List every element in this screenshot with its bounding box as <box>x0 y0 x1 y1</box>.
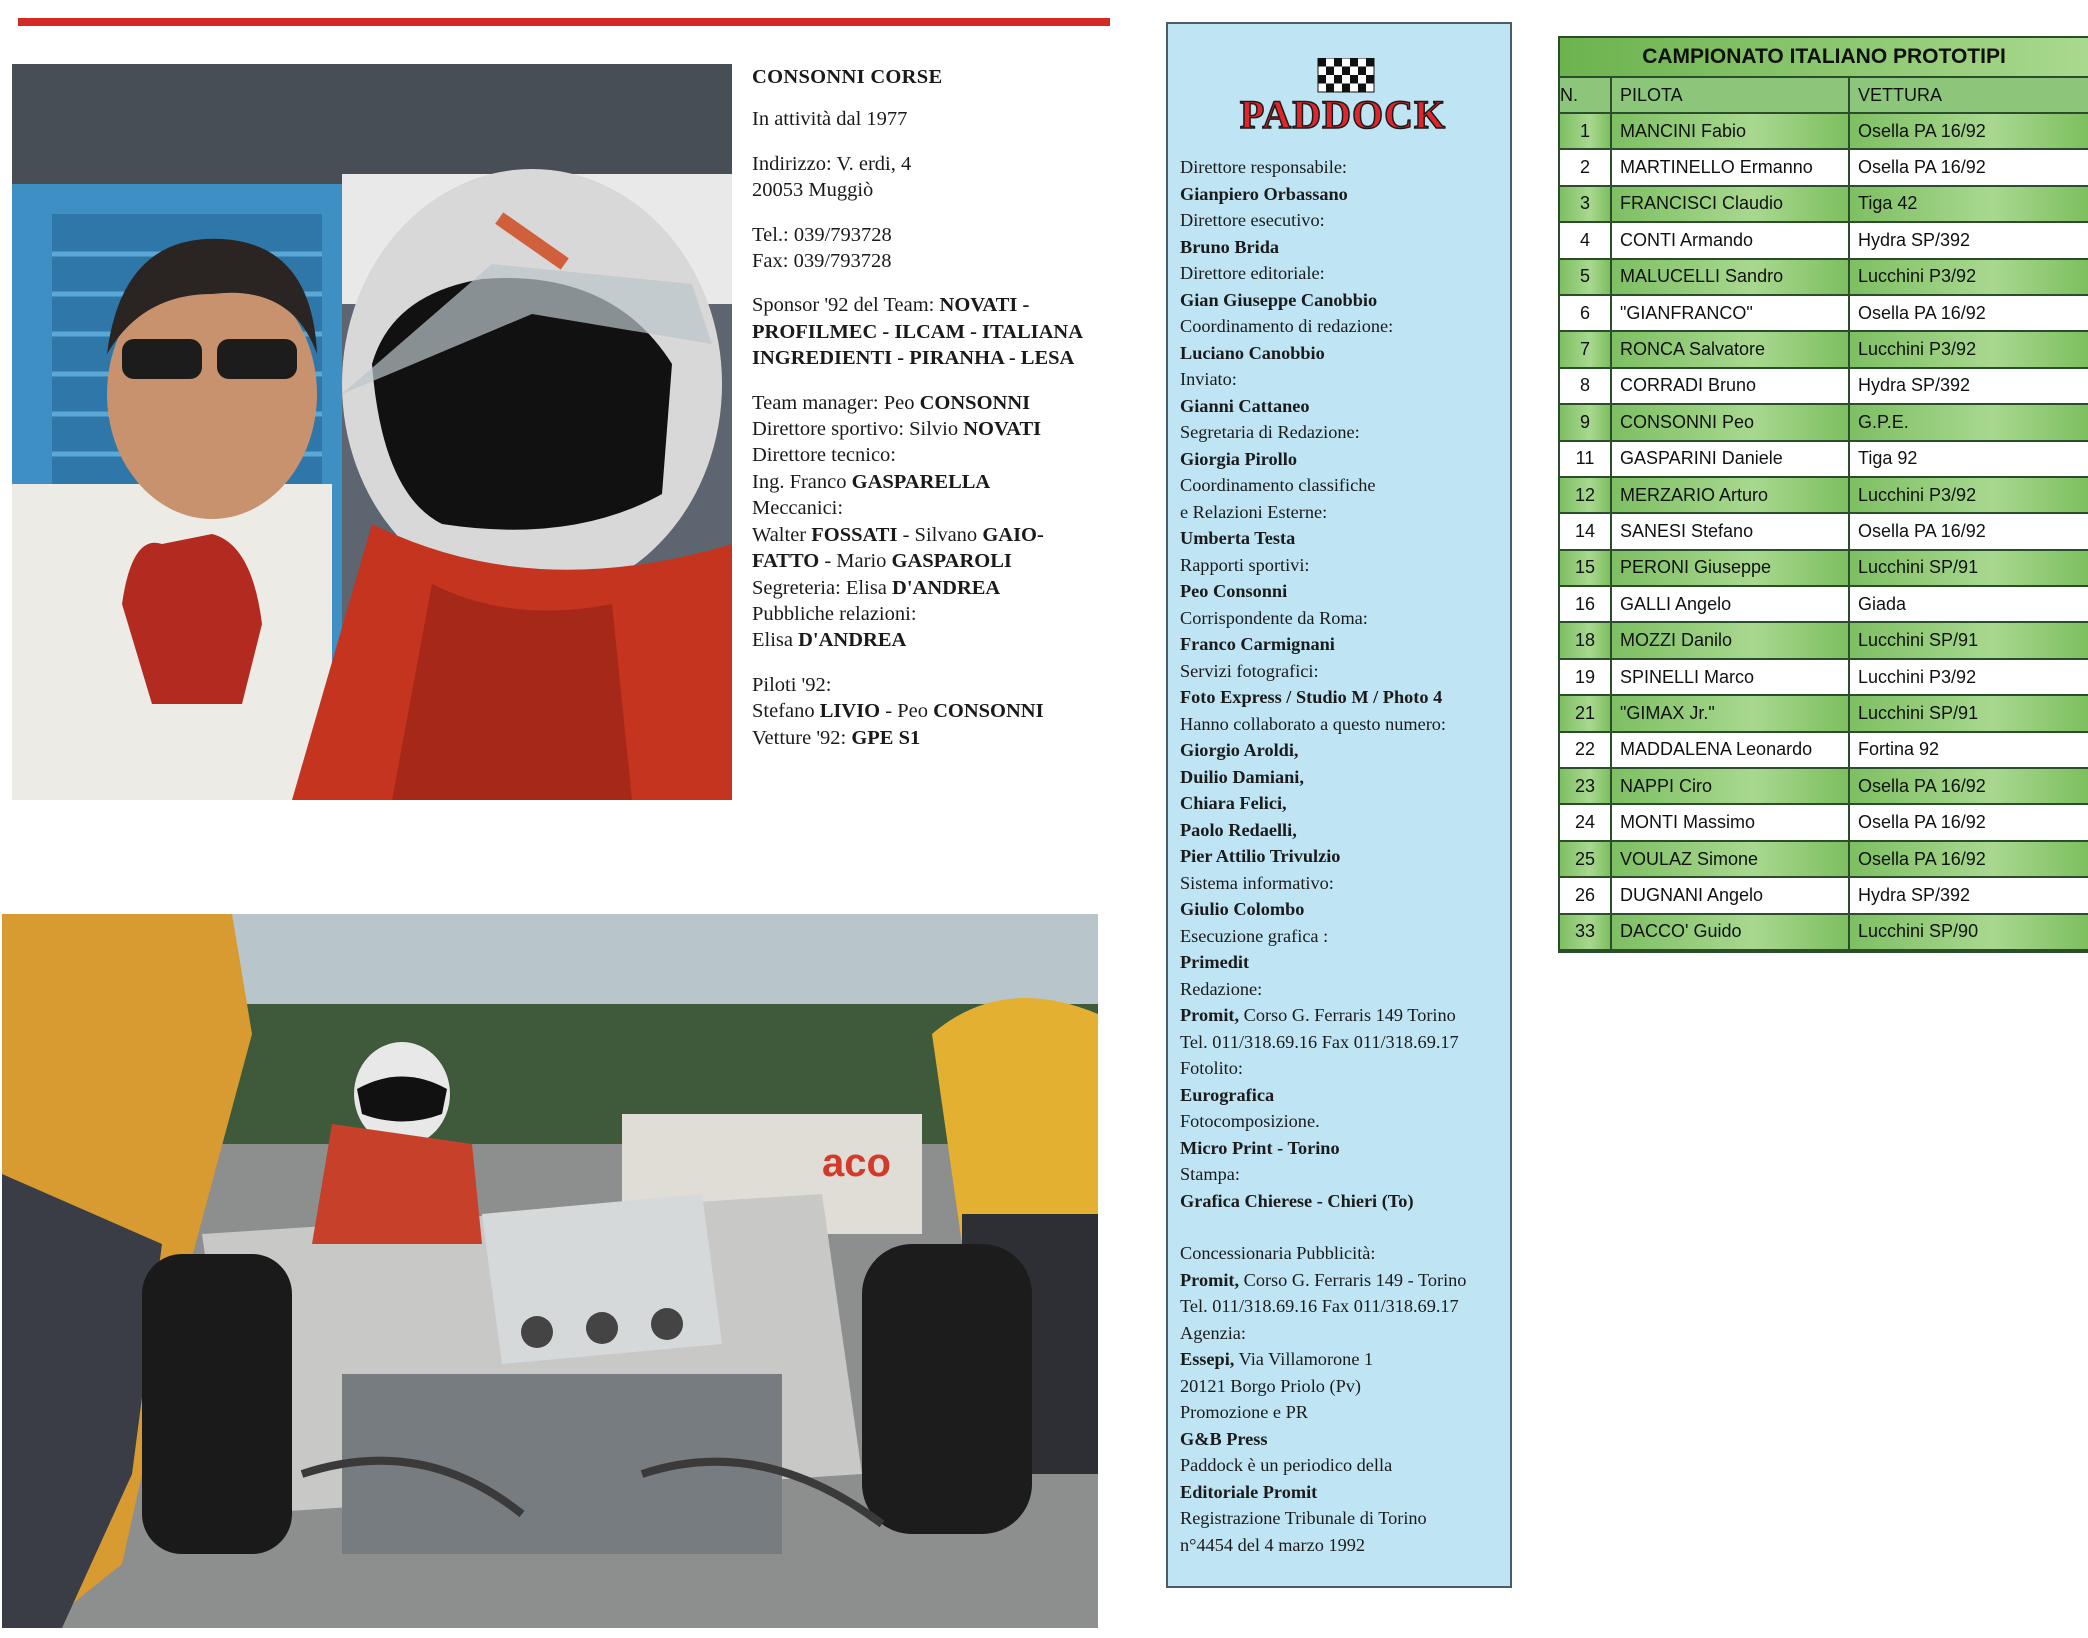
mechanics-line-2 <box>752 548 1110 574</box>
cell-number: 18 <box>1560 622 1611 658</box>
masthead-line: Fotocomposizione. <box>1180 1111 1320 1131</box>
drivers-label: Piloti '92: <box>752 673 832 696</box>
sport-director-label: Direttore sportivo: Silvio <box>752 418 959 441</box>
table-row <box>1560 768 2088 804</box>
sport-director <box>752 416 1110 442</box>
pr-label: Pubbliche relazioni: <box>752 602 917 625</box>
cell-driver: GALLI Angelo <box>1611 586 1849 622</box>
masthead-line: 20121 Borgo Priolo (Pv) <box>1180 1375 1361 1396</box>
sponsor-names-b: PROFILMEC - ILCAM - ITALIANA <box>752 320 1084 343</box>
masthead-line: n°4454 del 4 marzo 1992 <box>1180 1534 1366 1555</box>
cell-number: 23 <box>1560 768 1611 804</box>
masthead-line: Chiara Felici, <box>1180 793 1287 813</box>
cell-driver: PERONI Giuseppe <box>1611 550 1849 586</box>
masthead-line: Coordinamento classifiche <box>1180 475 1376 495</box>
cell-car: Hydra SP/392 <box>1849 877 2088 913</box>
cell-driver: RONCA Salvatore <box>1611 331 1849 367</box>
secretary-name: D'ANDREA <box>892 576 1001 599</box>
cell-car: Lucchini SP/91 <box>1849 622 2088 658</box>
cell-number: 7 <box>1560 331 1611 367</box>
masthead-line: Direttore esecutivo: <box>1180 210 1325 230</box>
cars-value: GPE S1 <box>851 726 921 749</box>
masthead-line: Peo Consonni <box>1180 581 1288 601</box>
cell-driver: DACCO' Guido <box>1611 914 1849 950</box>
masthead-line: Luciano Canobbio <box>1180 342 1325 363</box>
cell-driver: MERZARIO Arturo <box>1611 477 1849 513</box>
cell-number: 14 <box>1560 513 1611 549</box>
masthead-line-rest: Corso G. Ferraris 149 Torino <box>1239 1005 1456 1025</box>
cars <box>752 725 1110 751</box>
cell-driver: SANESI Stefano <box>1611 513 1849 549</box>
masthead-line <box>1180 1267 1500 1294</box>
header-driver: PILOTA <box>1611 78 1849 113</box>
table-row <box>1560 222 2088 258</box>
cell-driver: CORRADI Bruno <box>1611 368 1849 404</box>
cell-car: Tiga 42 <box>1849 186 2088 222</box>
cell-driver: NAPPI Ciro <box>1611 768 1849 804</box>
cell-number: 16 <box>1560 586 1611 622</box>
cell-car: Lucchini SP/90 <box>1849 914 2088 950</box>
technical-director-label: Direttore tecnico: <box>752 444 897 467</box>
masthead-line: Inviato: <box>1180 369 1237 389</box>
cell-number: 12 <box>1560 477 1611 513</box>
masthead-line: Primedit <box>1180 952 1250 972</box>
cell-number: 8 <box>1560 368 1611 404</box>
masthead-line: e Relazioni Esterne: <box>1180 501 1328 522</box>
masthead-line: Segretaria di Redazione: <box>1180 422 1360 442</box>
mechanic-1-last: FOSSATI <box>811 523 898 546</box>
table-row <box>1560 695 2088 731</box>
masthead-line: Direttore responsabile: <box>1180 157 1348 177</box>
masthead-line: Fotolito: <box>1180 1058 1243 1078</box>
address-line-2: 20053 Muggiò <box>752 179 874 202</box>
masthead-line: Micro Print - Torino <box>1180 1137 1340 1158</box>
cell-number: 25 <box>1560 841 1611 877</box>
table-row <box>1560 186 2088 222</box>
masthead-line-bold: Essepi, <box>1180 1349 1235 1369</box>
table-row <box>1560 804 2088 840</box>
mechanic-1-first: Walter <box>752 523 807 546</box>
cell-car: Osella PA 16/92 <box>1849 149 2088 185</box>
masthead-line: Franco Carmignani <box>1180 634 1335 654</box>
sponsor-label: Sponsor '92 del Team: <box>752 294 935 317</box>
masthead-line: Esecuzione grafica : <box>1180 925 1329 946</box>
cell-driver: GASPARINI Daniele <box>1611 441 1849 477</box>
sponsor-names-a: NOVATI - <box>939 294 1030 317</box>
cell-number: 6 <box>1560 295 1611 331</box>
header-car: VETTURA <box>1849 78 2088 113</box>
cell-car: Tiga 92 <box>1849 441 2088 477</box>
cell-car: Lucchini P3/92 <box>1849 331 2088 367</box>
cell-driver: "GIMAX Jr." <box>1611 695 1849 731</box>
masthead-line: Direttore editoriale: <box>1180 263 1325 283</box>
phone: Tel.: 039/793728 <box>752 223 892 246</box>
table-row <box>1560 295 2088 331</box>
masthead-line: Tel. 011/318.69.16 Fax 011/318.69.17 <box>1180 1296 1459 1316</box>
masthead-line: Paolo Redaelli, <box>1180 819 1297 840</box>
cell-driver: MALUCELLI Sandro <box>1611 259 1849 295</box>
technical-director-name: GASPARELLA <box>851 470 991 493</box>
secretary <box>752 575 1110 601</box>
masthead-line: Tel. 011/318.69.16 Fax 011/318.69.17 <box>1180 1031 1459 1052</box>
pr <box>752 627 1110 653</box>
sport-director-name: NOVATI <box>963 418 1042 441</box>
cell-number: 19 <box>1560 659 1611 695</box>
cell-car: Hydra SP/392 <box>1849 222 2088 258</box>
masthead-line: Hanno collaborato a questo numero: <box>1180 713 1447 734</box>
cell-driver: MONTI Massimo <box>1611 804 1849 840</box>
table-row <box>1560 622 2088 658</box>
masthead-line: Giulio Colombo <box>1180 899 1305 919</box>
masthead-line: Rapporti sportivi: <box>1180 554 1310 575</box>
driver-1-first: Stefano <box>752 700 815 723</box>
cell-number: 5 <box>1560 259 1611 295</box>
team-manager-name: CONSONNI <box>919 391 1031 414</box>
team-info <box>752 64 1110 751</box>
paddock-logo <box>1198 58 1488 138</box>
masthead-line: Promozione e PR <box>1180 1402 1308 1422</box>
table-row <box>1560 732 2088 768</box>
masthead-line: Servizi fotografici: <box>1180 660 1319 681</box>
mechanic-2-last-b: FATTO <box>752 550 820 573</box>
table-row <box>1560 149 2088 185</box>
standings-title: CAMPIONATO ITALIANO PROTOTIPI <box>1560 38 2088 78</box>
mechanic-3-first: - Mario <box>824 550 887 573</box>
masthead-line: Eurografica <box>1180 1084 1275 1105</box>
cell-driver: "GIANFRANCO" <box>1611 295 1849 331</box>
masthead-line: Agenzia: <box>1180 1322 1246 1343</box>
cell-number: 22 <box>1560 732 1611 768</box>
driver-1-last: LIVIO <box>819 700 881 723</box>
masthead-credits <box>1180 154 1500 1558</box>
cell-car: Lucchini P3/92 <box>1849 259 2088 295</box>
cell-driver: CONTI Armando <box>1611 222 1849 258</box>
mechanic-2-last-a: GAIO- <box>982 523 1044 546</box>
masthead-line: Redazione: <box>1180 978 1263 999</box>
pr-first: Elisa <box>752 629 793 652</box>
mechanics-label: Meccanici: <box>752 497 844 520</box>
cell-driver: SPINELLI Marco <box>1611 659 1849 695</box>
masthead-line <box>1180 1002 1500 1029</box>
address-line-1: Indirizzo: V. erdi, 4 <box>752 152 912 175</box>
standings-table-box <box>1558 36 2088 953</box>
cell-car: Osella PA 16/92 <box>1849 513 2088 549</box>
masthead-line: Giorgia Pirollo <box>1180 448 1297 469</box>
masthead-line-bold: Promit, <box>1180 1269 1240 1290</box>
table-row <box>1560 441 2088 477</box>
cell-number: 1 <box>1560 113 1611 149</box>
cell-car: Osella PA 16/92 <box>1849 804 2088 840</box>
cell-driver: MADDALENA Leonardo <box>1611 732 1849 768</box>
standings-table <box>1560 78 2088 951</box>
cell-number: 24 <box>1560 804 1611 840</box>
cell-car: Lucchini P3/92 <box>1849 477 2088 513</box>
table-header-row <box>1560 78 2088 113</box>
masthead-line-bold: Promit, <box>1180 1005 1240 1025</box>
photo-team-manager-and-driver <box>12 64 732 800</box>
cell-car: Osella PA 16/92 <box>1849 768 2088 804</box>
svg-text:aco: aco <box>822 1141 891 1185</box>
table-row <box>1560 113 2088 149</box>
table-row <box>1560 368 2088 404</box>
cell-car: Osella PA 16/92 <box>1849 841 2088 877</box>
cell-car: Hydra SP/392 <box>1849 368 2088 404</box>
cell-number: 15 <box>1560 550 1611 586</box>
masthead-line: Paddock è un periodico della <box>1180 1455 1393 1475</box>
driver-2-first: - Peo <box>885 700 928 723</box>
mechanic-2-first: - Silvano <box>902 523 978 546</box>
table-row <box>1560 659 2088 695</box>
cell-driver: MARTINELLO Ermanno <box>1611 149 1849 185</box>
cell-number: 26 <box>1560 877 1611 913</box>
table-row <box>1560 331 2088 367</box>
masthead-line: Gian Giuseppe Canobbio <box>1180 289 1378 310</box>
checkered-flag-icon <box>1318 58 1374 92</box>
fax: Fax: 039/793728 <box>752 250 892 273</box>
table-row <box>1560 404 2088 440</box>
header-number: N. <box>1560 78 1611 113</box>
driver-2-last: CONSONNI <box>933 700 1044 723</box>
masthead-line: Editoriale Promit <box>1180 1481 1318 1502</box>
sponsor-line-3 <box>752 345 1110 371</box>
table-row <box>1560 914 2088 950</box>
cell-driver: DUGNANI Angelo <box>1611 877 1849 913</box>
masthead-line: Giorgio Aroldi, <box>1180 740 1299 760</box>
cell-number: 4 <box>1560 222 1611 258</box>
table-row <box>1560 550 2088 586</box>
cell-driver: CONSONNI Peo <box>1611 404 1849 440</box>
cell-driver: MOZZI Danilo <box>1611 622 1849 658</box>
drivers <box>752 698 1110 724</box>
masthead-line: Coordinamento di redazione: <box>1180 316 1394 336</box>
masthead-line <box>1180 1346 1500 1373</box>
sponsor-names-c: INGREDIENTI - PIRANHA - LESA <box>752 347 1075 370</box>
cell-driver: FRANCISCI Claudio <box>1611 186 1849 222</box>
cell-car: Fortina 92 <box>1849 732 2088 768</box>
cell-car: Lucchini P3/92 <box>1849 659 2088 695</box>
mechanic-3-last: GASPAROLI <box>891 550 1012 573</box>
masthead-line: Grafica Chierese - Chieri (To) <box>1180 1190 1414 1211</box>
cell-number: 21 <box>1560 695 1611 731</box>
table-row <box>1560 586 2088 622</box>
technical-director-prefix: Ing. Franco <box>752 470 847 493</box>
masthead-line: Duilio Damiani, <box>1180 766 1304 787</box>
masthead-line: Sistema informativo: <box>1180 872 1334 893</box>
masthead-line: Umberta Testa <box>1180 528 1296 548</box>
masthead-line: G&B Press <box>1180 1428 1268 1449</box>
masthead-line: Concessionaria Pubblicità: <box>1180 1243 1376 1263</box>
sponsor-line-2 <box>752 319 1110 345</box>
technical-director <box>752 469 1110 495</box>
table-row <box>1560 259 2088 295</box>
cell-car: G.P.E. <box>1849 404 2088 440</box>
team-manager-label: Team manager: Peo <box>752 391 915 414</box>
sponsor-line-1 <box>752 292 1110 318</box>
cell-number: 11 <box>1560 441 1611 477</box>
masthead-line-rest: Corso G. Ferraris 149 - Torino <box>1239 1269 1467 1290</box>
team-name: CONSONNI CORSE <box>752 66 943 88</box>
cell-car: Osella PA 16/92 <box>1849 113 2088 149</box>
masthead-line: Gianpiero Orbassano <box>1180 183 1348 204</box>
active-since: In attività dal 1977 <box>752 108 908 131</box>
masthead-line: Pier Attilio Trivulzio <box>1180 846 1341 866</box>
team-manager <box>752 390 1110 416</box>
masthead-line: Gianni Cattaneo <box>1180 395 1310 416</box>
table-row <box>1560 841 2088 877</box>
top-red-rule <box>18 18 1110 26</box>
cell-number: 2 <box>1560 149 1611 185</box>
masthead-line: Foto Express / Studio M / Photo 4 <box>1180 687 1443 707</box>
logo-text: PADDOCK <box>1239 92 1447 137</box>
cell-number: 3 <box>1560 186 1611 222</box>
table-row <box>1560 513 2088 549</box>
cell-car: Giada <box>1849 586 2088 622</box>
masthead-line-rest: Via Villamorone 1 <box>1234 1349 1374 1369</box>
table-row <box>1560 877 2088 913</box>
cell-car: Lucchini SP/91 <box>1849 550 2088 586</box>
masthead-line: Corrispondente da Roma: <box>1180 607 1368 628</box>
cell-car: Lucchini SP/91 <box>1849 695 2088 731</box>
mechanics-line-1 <box>752 522 1110 548</box>
cell-number: 9 <box>1560 404 1611 440</box>
pr-name: D'ANDREA <box>798 629 907 652</box>
masthead-line: Bruno Brida <box>1180 236 1280 257</box>
masthead-box <box>1166 22 1512 1588</box>
masthead-line: Registrazione Tribunale di Torino <box>1180 1508 1427 1528</box>
table-row <box>1560 477 2088 513</box>
cell-car: Osella PA 16/92 <box>1849 295 2088 331</box>
cars-label: Vetture '92: <box>752 726 847 749</box>
secretary-label: Segreteria: Elisa <box>752 576 887 599</box>
photo-race-car-pit <box>2 914 1098 1628</box>
cell-driver: MANCINI Fabio <box>1611 113 1849 149</box>
cell-number: 33 <box>1560 914 1611 950</box>
cell-driver: VOULAZ Simone <box>1611 841 1849 877</box>
masthead-line: Stampa: <box>1180 1164 1240 1184</box>
